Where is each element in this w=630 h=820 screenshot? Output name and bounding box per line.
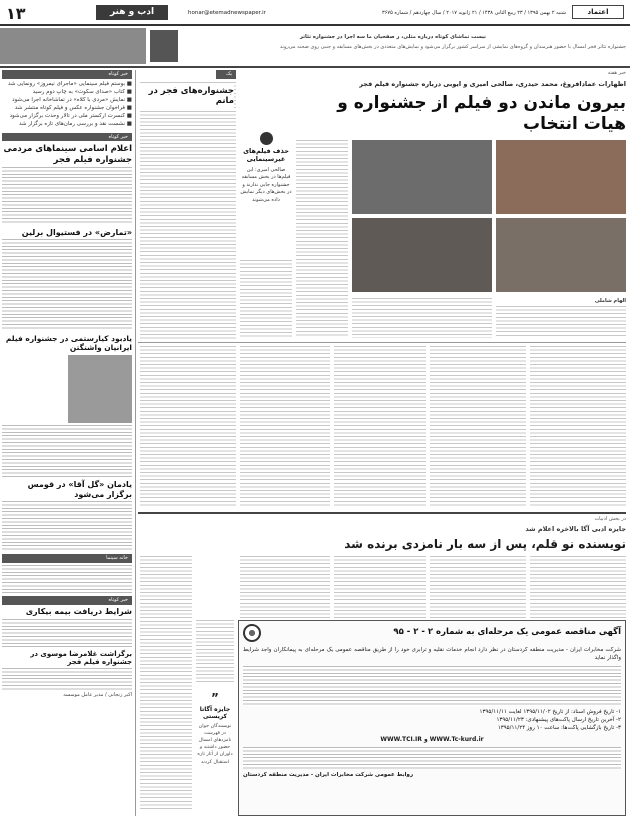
sidebar-mini-header: خبر کوتاه xyxy=(2,596,132,605)
sidebar-headline: شرایط دریافت بیمه بیکاری xyxy=(25,606,132,616)
ad-title: آگهی مناقصه عمومی یک مرحله‌ای به شماره ۲ - ۲ - ۹۵ xyxy=(393,627,621,638)
article-text xyxy=(430,346,526,508)
newspaper-logo: اعتماد xyxy=(572,5,624,19)
topstrip-text: جشنواره تئاتر فجر امسال با حضور هنرمندان و گروه‌های نمایشی از سراسر کشور برگزار می‌شود و نمایش‌های متعددی در بخش‌های مسابقه و جنبی روی صحنه می‌روند xyxy=(279,44,626,50)
sidebar-headline: یادمان «گل آقا» در قومس برگزار می‌شود xyxy=(27,480,132,499)
sidebar-mini-header: خبر کوتاه xyxy=(2,133,132,142)
ad-item: ۱- تاریخ فروش اسناد: از تاریخ ۱۳۹۵/۱۱/۰۲ لغایت ۱۳۹۵/۱۱/۱۱ xyxy=(479,708,621,715)
section-label: ادب و هنر xyxy=(96,5,168,20)
ad-text xyxy=(243,747,621,769)
article-text xyxy=(430,556,526,618)
second-title: نویسنده نو قلم، پس از سه بار نامزدی برنده شد xyxy=(344,536,626,551)
article-text xyxy=(2,239,132,331)
lead-kicker: خبر هفته xyxy=(607,70,626,76)
sidebar-mini-header: خانه سینما xyxy=(2,554,132,563)
page-number: ۱۳ xyxy=(6,4,26,23)
masthead-bar xyxy=(0,0,630,26)
lead-title: بیرون ماندن دو فیلم از جشنواره و هیات انتخاب xyxy=(337,92,626,134)
ad-body: شرکت مخابرات ایران - مدیریت منطقه کردستان در نظر دارد انجام خدمات نقلیه و ترابری خود را از طریق مناقصه عمومی یک مرحله‌ای به پیمانکاران واجد شرایط واگذار نماید xyxy=(243,647,621,662)
feature-title: جشنواره‌های فجر در مانم xyxy=(138,84,234,108)
article-text xyxy=(140,556,192,810)
feature-column xyxy=(140,70,236,338)
sidebar-column xyxy=(2,70,132,816)
sidebar-headline: برگزاشت غلامرضا موسوی در جشنواره فیلم فجر xyxy=(30,649,132,666)
article-text xyxy=(140,82,236,340)
sidebar-header: خبر کوتاه xyxy=(2,70,132,79)
article-text xyxy=(196,620,234,684)
ad-footer: روابط عمومی شرکت مخابرات ایران - مدیریت منطقه کردستان xyxy=(243,771,414,778)
telecom-logo-icon xyxy=(243,624,261,642)
article-text xyxy=(140,346,236,508)
article-text xyxy=(2,668,132,690)
article-text xyxy=(2,425,132,477)
lead-subhead: اظهارات عمادافروغ، محمد حیدری، صالحی امیری و ایوبی درباره جشنواره فیلم فجر xyxy=(359,79,626,88)
ad-text xyxy=(243,666,621,706)
official-photo-3 xyxy=(352,218,492,292)
ad-item: ۳- تاریخ بازگشایی پاکت‌ها: ساعت ۱۰ روز ۱۳۹۵/۱۱/۲۴ xyxy=(497,725,621,732)
quote-mark-icon: ” xyxy=(211,691,219,705)
section-email: honar@etemadnewspaper.ir xyxy=(188,10,266,16)
side-box-text: نویسندگان جوان در فهرست نامزدهای امسال حضور داشتند و داوران از آثار تازه استقبال کردند xyxy=(197,723,233,765)
lead-byline: الهام شاملی xyxy=(594,298,626,304)
column-divider xyxy=(135,70,136,816)
article-text xyxy=(496,306,626,338)
quote-box xyxy=(240,132,292,252)
official-photo-4 xyxy=(496,218,626,292)
film-reel-icon xyxy=(260,132,273,145)
list-item: ■ کتاب «صدای سکوت» به چاپ دوم رسید xyxy=(32,88,132,95)
article-text xyxy=(530,556,626,618)
list-item: ■ فراخوان جشنواره عکس و فیلم کوتاه منتشر شد xyxy=(14,104,132,111)
sidebar-headline: «تمارض» در فستیوال برلین xyxy=(21,227,132,237)
sidebar-headline: یادبود کیارستمی در جشنواره فیلم ایرانیان واشنگتن xyxy=(5,334,132,353)
quote-text: صالحی امیری: این فیلم‌ها در بخش مسابقه جشنواره جایی ندارند و در بخش‌های دیگر نمایش داده می‌شوند xyxy=(240,166,292,203)
divider xyxy=(0,66,630,68)
aga-side-box xyxy=(196,690,234,810)
divider xyxy=(138,342,626,343)
article-text xyxy=(240,556,330,618)
second-article xyxy=(138,516,626,552)
second-kicker: در بخش ادبیات xyxy=(594,516,626,522)
side-box-title: جایزه آگاتا کریستی xyxy=(199,706,231,721)
article-text xyxy=(352,298,492,338)
bullet-list xyxy=(2,81,132,129)
article-text xyxy=(296,140,348,338)
sidebar-headline: اعلام اسامی سینماهای مردمی جشنواره فیلم فجر xyxy=(3,144,132,165)
list-item: ■ کنسرت ارکستر ملی در تالار وحدت برگزار می‌شود xyxy=(9,112,132,119)
article-text xyxy=(530,346,626,508)
article-text xyxy=(2,619,132,647)
official-photo-1 xyxy=(352,140,492,214)
author-portrait xyxy=(150,30,178,62)
article-text xyxy=(2,565,132,593)
feature-col-label: یک xyxy=(216,70,236,79)
list-item: ■ نشست نقد و بررسی رمان‌های تازه برگزار شد xyxy=(18,120,132,127)
tender-ad xyxy=(238,620,626,816)
article-text xyxy=(240,260,292,338)
article-text xyxy=(2,167,132,225)
dateline: شنبه ۲ بهمن ۱۳۹۵ / ۲۳ ربیع الثانی ۱۴۳۸ / ۲۱ ژانویه ۲۰۱۷ / سال چهاردهم / شماره ۳۶۷۵ xyxy=(382,10,566,16)
official-photo-2 xyxy=(496,140,626,214)
article-text xyxy=(2,501,132,551)
divider xyxy=(138,512,626,514)
sidebar-footer: اکبر زنجانی / مدیر عامل موسسه xyxy=(63,692,132,699)
article-text xyxy=(334,346,426,508)
list-item: ■ بوستم فیلم سینمایی «ماجرای نیمروز» رونمایی شد xyxy=(7,80,132,87)
quote-title: حذف فیلم‌های غیرسینمایی xyxy=(243,147,289,163)
theater-strip-photo xyxy=(0,28,146,64)
topstrip-caption: نیست تماشای کوتاه درباره مثلی، ر صفحیان ما سه اجرا در جشنواره تئاتر xyxy=(299,34,486,40)
list-item: ■ نمایش «مردی با کلاه» در تماشاخانه اجرا می‌شود xyxy=(12,96,132,103)
ad-item: ۲- آخرین تاریخ ارسال پاکت‌های پیشنهادی: ۱۳۹۵/۱۱/۲۳ xyxy=(496,716,621,723)
second-subhead: جایزه ادبی آگا بالاخره اعلام شد xyxy=(525,524,626,533)
article-text xyxy=(334,556,426,618)
article-text xyxy=(240,346,330,508)
kiarostami-photo xyxy=(68,355,132,423)
ad-website: WWW.TCI.IR و WWW.Tc-kurd.ir xyxy=(380,735,484,743)
